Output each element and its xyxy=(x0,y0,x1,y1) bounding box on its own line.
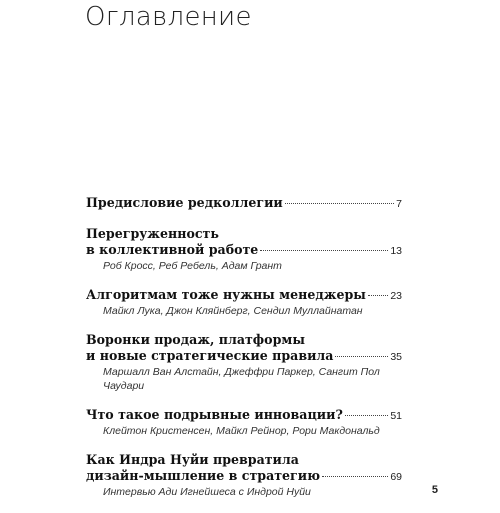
toc-entry-authors: Интервью Ади Игнейшеса с Индрой Нуйи xyxy=(103,486,311,498)
toc-entry-title-line: Воронки продаж, платформы xyxy=(86,332,305,347)
toc-entry-title-line: Как Индра Нуйи превратила xyxy=(86,452,299,467)
toc-page-number: 13 xyxy=(390,245,402,257)
toc-entry-authors: Клейтон Кристенсен, Майкл Рейнор, Рори Макдональд xyxy=(103,425,380,437)
toc-entry-title-line: дизайн-мышление в стратегию xyxy=(86,468,321,483)
toc-entry-authors: Маршалл Ван Алстайн, Джеффри Паркер, Сангит Пол Чаудари xyxy=(103,366,380,392)
toc-entry-title-line: Алгоритмам тоже нужны менеджеры xyxy=(86,287,366,302)
toc-entry[interactable] xyxy=(86,226,402,273)
toc-page-number: 69 xyxy=(390,471,402,483)
toc-page-number: 7 xyxy=(396,198,402,210)
toc-entry-title-line: Что такое подрывные инновации? xyxy=(86,407,343,422)
toc-entry-authors: Роб Кросс, Реб Ребель, Адам Грант xyxy=(103,260,282,272)
toc-entry-title xyxy=(86,242,402,259)
toc-page-number: 51 xyxy=(390,410,402,422)
toc-entry[interactable] xyxy=(86,195,402,212)
toc-entry-title-line: в коллективной работе xyxy=(86,242,259,257)
toc-entry-title-line: и новые стратегические правила xyxy=(86,348,334,363)
toc-page-number: 23 xyxy=(390,290,402,302)
toc-page-number: 35 xyxy=(390,351,402,363)
dot-leader xyxy=(335,355,388,357)
toc-entry[interactable] xyxy=(86,407,402,438)
table-of-contents xyxy=(86,195,402,513)
page-title: Оглавление xyxy=(85,2,252,32)
toc-entry-title xyxy=(86,195,402,212)
toc-entry-title xyxy=(86,468,402,485)
dot-leader xyxy=(260,249,388,251)
dot-leader xyxy=(322,475,388,477)
toc-entry-title xyxy=(86,287,402,304)
toc-entry-title xyxy=(86,407,402,424)
toc-entry-title-line: Предисловие редколлегии xyxy=(86,195,283,210)
toc-entry[interactable] xyxy=(86,287,402,318)
dot-leader xyxy=(368,294,388,296)
dot-leader xyxy=(285,202,394,204)
toc-entry[interactable] xyxy=(86,332,402,393)
toc-entry-title xyxy=(86,348,402,365)
toc-entry-authors: Майкл Лука, Джон Кляйнберг, Сендил Муллайнатан xyxy=(103,305,363,317)
folio-page-number: 5 xyxy=(431,484,438,496)
toc-entry-title-line: Перегруженность xyxy=(86,226,219,241)
dot-leader xyxy=(345,414,388,416)
toc-entry[interactable] xyxy=(86,452,402,499)
